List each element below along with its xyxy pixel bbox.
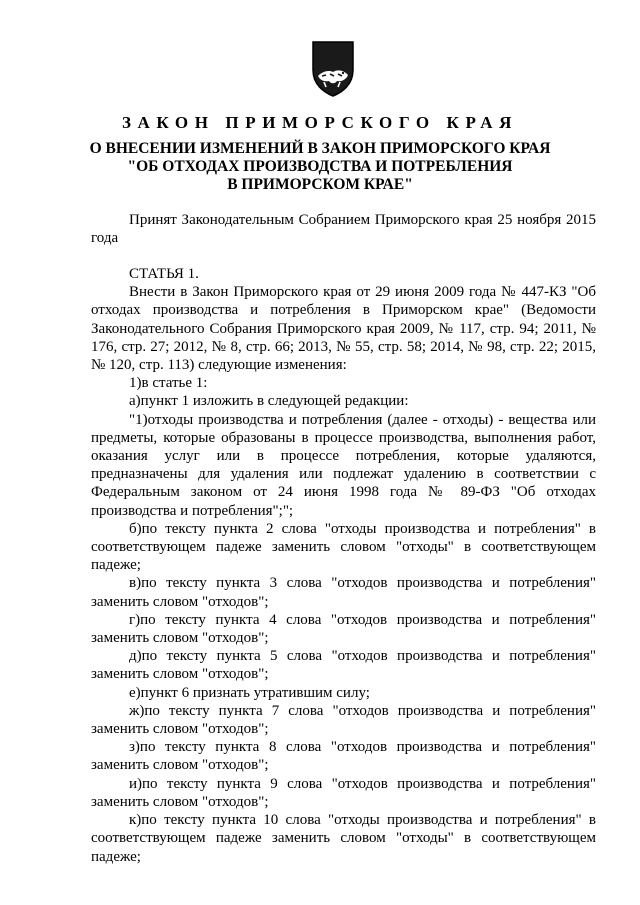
article-1 [91,265,596,866]
article-item: з)по тексту пункта 8 слова "отходов производства и потребления" заменить словом "отходов"; [91,739,596,774]
article-intro: Внести в Закон Приморского края от 29 июня 2009 года № 447-КЗ "Об отходах производства и потребления в Приморском крае" (Ведомости Законодательного Собрания Приморского края 2009, № 117, стр. 94; 2011, № 176, стр. 27; 2012, № 8, стр. 66; 2013, № 55, стр. 58; 2014, № 98, стр. 22; 2015, № 120, стр. 113) следующие изменения: [91,284,596,374]
subtitle-line: В ПРИМОРСКОМ КРАЕ" [227,176,413,193]
article-item: а)пункт 1 изложить в следующей редакции: [129,393,409,410]
article-item: 1)в статье 1: [129,375,208,392]
article-item: в)по тексту пункта 3 слова "отходов производства и потребления" заменить словом "отходов"; [91,575,596,610]
article-heading: СТАТЬЯ 1. [129,266,199,282]
subtitle-line: О ВНЕСЕНИИ ИЗМЕНЕНИЙ В ЗАКОН ПРИМОРСКОГО КРАЯ [89,140,551,157]
adoption-note [91,211,596,247]
article-item: к)по тексту пункта 10 слова "отходы производства и потребления" в соответствующем падеже заменить словом "отходы" в соответствующем падеже; [91,812,596,865]
article-item: г)по тексту пункта 4 слова "отходов производства и потребления" заменить словом "отходов"; [91,611,596,647]
article-item: е)пункт 6 признать утратившим силу; [129,684,370,701]
subtitle-line: "ОБ ОТХОДАХ ПРОИЗВОДСТВА И ПОТРЕБЛЕНИЯ [127,158,513,175]
adoption-text: Принят Законодательным Собранием Приморского края 25 ноября 2015 года [91,212,596,247]
article-item: и)по тексту пункта 9 слова "отходов производства и потребления" заменить словом "отходов"; [91,775,596,810]
article-item: д)по тексту пункта 5 слова "отходов производства и потребления" заменить словом "отходов"; [91,648,596,683]
article-item: б)по тексту пункта 2 слова "отходы производства и потребления" в соответствующем падеже заменить словом "отходы" в соответствующем падеже; [91,520,596,574]
article-item: "1)отходы производства и потребления (далее - отходы) - вещества или предметы, которые образованы в процессе производства, выполнения работ, оказания услуг или в процессе потребления, которые удаляются, предназначены для удаления или подлежат удалению в соответствии с Федеральным законом от 24 июня 1998 года № 89-ФЗ "Об отходах производства и потребления";"; [91,411,596,519]
law-subtitle [60,140,580,194]
law-title: ЗАКОН ПРИМОРСКОГО КРАЯ [121,113,519,132]
article-item: ж)по тексту пункта 7 слова "отходов производства и потребления" заменить словом "отходов"; [91,702,596,738]
primorsky-krai-coat-of-arms-icon [310,40,356,98]
